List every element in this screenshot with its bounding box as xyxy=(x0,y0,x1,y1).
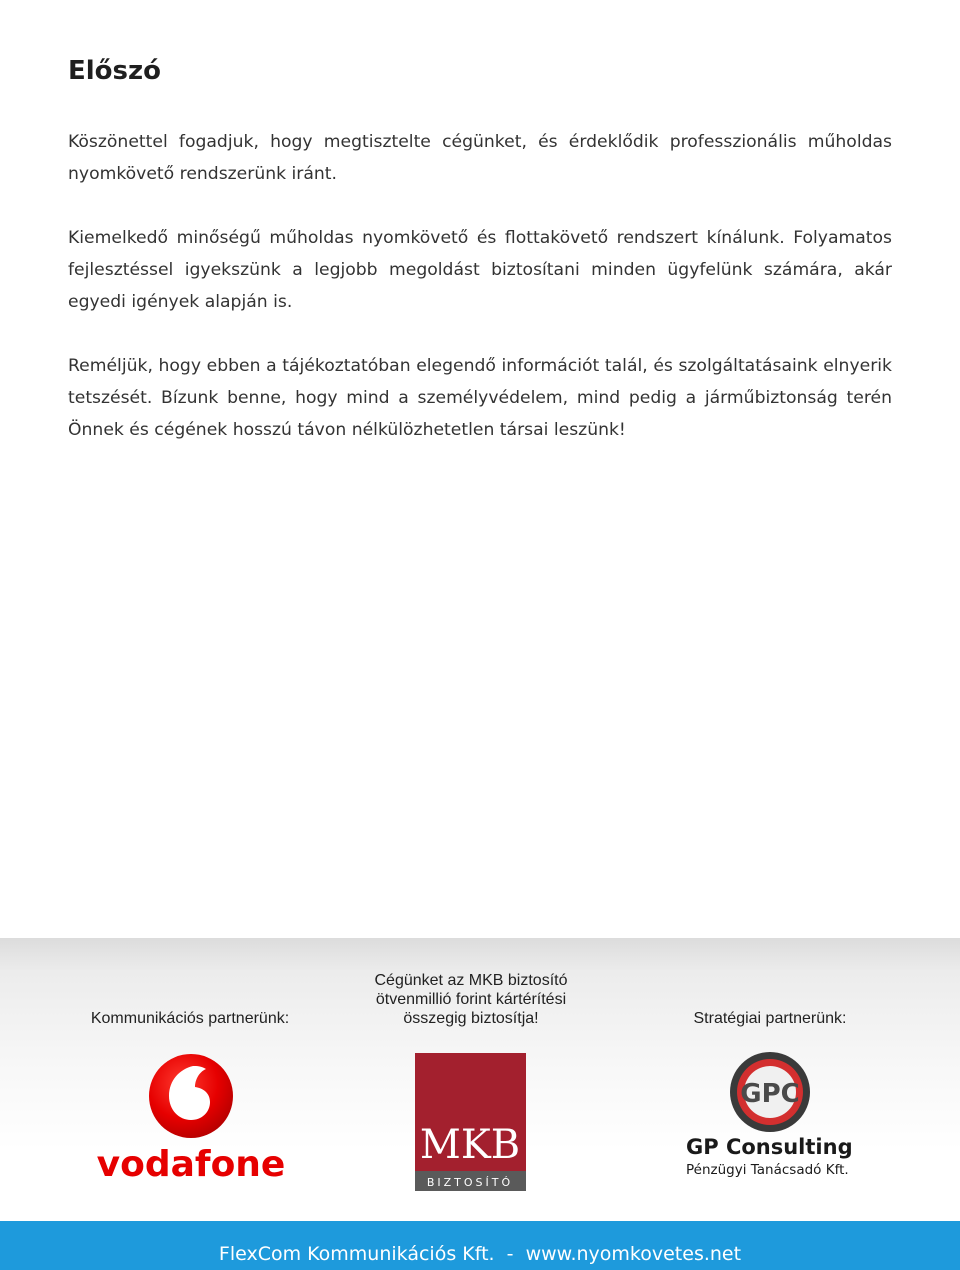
paragraph-intro: Köszönettel fogadjuk, hogy megtisztelte cégünket, és érdeklődik professzionális műholdas nyomkövető rendszerünk iránt. xyxy=(68,132,892,184)
mkb-subtitle: BIZTOSÍTÓ xyxy=(426,1176,514,1189)
gpc-logo xyxy=(680,1050,860,1184)
gpc-subtitle: Pénzügyi Tanácsadó Kft. xyxy=(686,1162,849,1178)
vodafone-wordmark: vodafone xyxy=(96,1144,286,1182)
gpc-badge-text: GPC xyxy=(740,1079,800,1109)
strategic-partner-label: Stratégiai partnerünk: xyxy=(693,1010,847,1027)
vodafone-logo xyxy=(96,1052,286,1182)
partners-section xyxy=(0,938,960,1221)
mkb-wordmark: MKB xyxy=(419,1122,521,1168)
paragraph-offer: Kiemelkedő minőségű műholdas nyomkövető és flottakövető rendszert kínálunk. Folyamatos fejlesztéssel igyekszünk a legjobb megoldást biztosítani minden ügyfelünk számára, akár egyedi igények alapján is. xyxy=(68,228,892,312)
page-title: Előszó xyxy=(68,56,162,86)
footer-bar xyxy=(0,1221,960,1270)
gpc-wordmark: GP Consulting xyxy=(686,1135,853,1159)
document-body xyxy=(68,126,892,478)
footer-company-website: FlexCom Kommunikációs Kft. - www.nyomkovetes.net xyxy=(218,1243,742,1265)
communication-partner-label: Kommunikációs partnerünk: xyxy=(90,1010,290,1027)
paragraph-closing: Reméljük, hogy ebben a tájékoztatóban elegendő információt talál, és szolgáltatásaink elnyerik tetszését. Bízunk benne, hogy mind a személyvédelem, mind pedig a járműbiztonság terén Önnek és cégének hosszú távon nélkülözhetetlen társai leszünk! xyxy=(68,356,892,440)
mkb-logo xyxy=(415,1053,526,1191)
insurance-partner-label: Cégünket az MKB biztosító ötvenmillió forint kártérítési összegig biztosítja! xyxy=(374,972,568,1027)
